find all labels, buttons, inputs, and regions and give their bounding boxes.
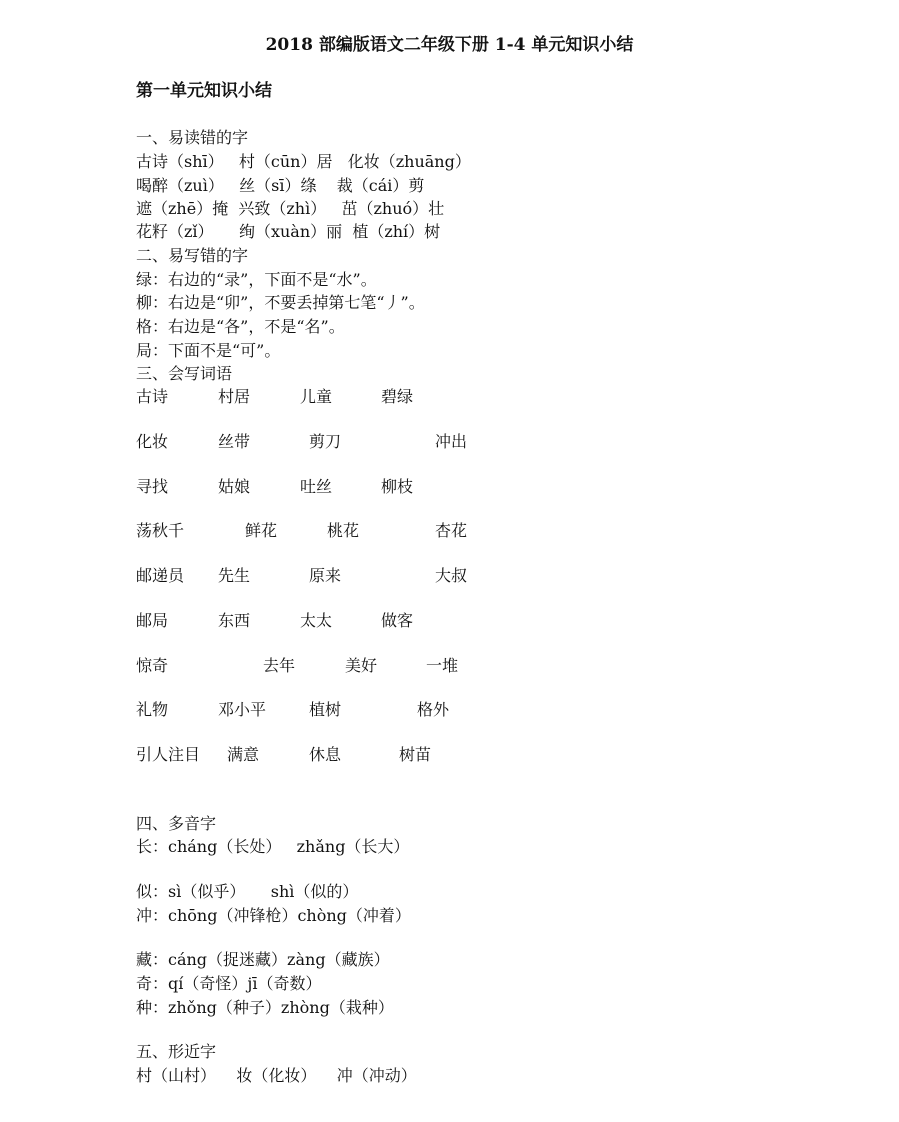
easy-write-line: 格：右边是“各”，不是“名”。	[136, 317, 345, 336]
document-title: 2018 部编版语文二年级下册 1-4 单元知识小结	[265, 35, 634, 55]
word: 柳枝	[381, 477, 414, 496]
polyphone-line: 冲：chōng（冲锋枪）chòng（冲着）	[136, 906, 411, 925]
word: 满意	[227, 745, 260, 764]
word: 一堆	[426, 656, 459, 675]
word: 原来	[309, 566, 342, 585]
section-heading-easy-read: 一、易读错的字	[136, 128, 249, 147]
word: 寻找	[136, 477, 169, 496]
polyphone-line: 长：cháng（长处） zhǎng（长大）	[136, 837, 410, 856]
word: 吐丝	[300, 477, 333, 496]
word: 邮递员	[136, 566, 185, 585]
word: 剪刀	[309, 432, 342, 451]
easy-write-line: 柳：右边是“卯”，不要丢掉第七笔“丿”。	[136, 293, 425, 312]
polyphone-line: 种：zhǒng（种子）zhòng（栽种）	[136, 998, 394, 1017]
easy-read-line: 遮（zhē）掩 兴致（zhì） 茁（zhuó）壮	[136, 199, 445, 218]
word: 美好	[345, 656, 378, 675]
word: 大叔	[435, 566, 468, 585]
section-heading-easy-write: 二、易写错的字	[136, 246, 249, 265]
section-heading-polyphones: 四、多音字	[136, 814, 217, 833]
word: 杏花	[435, 521, 468, 540]
word: 丝带	[218, 432, 251, 451]
word: 东西	[218, 611, 251, 630]
word: 村居	[218, 387, 251, 406]
word: 儿童	[300, 387, 333, 406]
word: 树苗	[399, 745, 432, 764]
word: 古诗	[136, 387, 169, 406]
word: 做客	[381, 611, 414, 630]
easy-write-line: 局：下面不是“可”。	[136, 341, 281, 360]
word: 姑娘	[218, 477, 251, 496]
word: 鲜花	[245, 521, 278, 540]
word: 植树	[309, 700, 342, 719]
polyphone-line: 奇：qí（奇怪）jī（奇数）	[136, 974, 322, 993]
section-heading-words: 三、会写词语	[136, 364, 233, 383]
word: 太太	[300, 611, 333, 630]
word: 先生	[218, 566, 251, 585]
word: 礼物	[136, 700, 169, 719]
word: 格外	[417, 700, 450, 719]
unit-heading: 第一单元知识小结	[136, 81, 272, 101]
easy-read-line: 喝醉（zuì） 丝（sī）绦 裁（cái）剪	[136, 176, 425, 195]
word: 邓小平	[218, 700, 267, 719]
word: 休息	[309, 745, 342, 764]
word: 惊奇	[136, 656, 169, 675]
word: 化妆	[136, 432, 169, 451]
word: 桃花	[327, 521, 360, 540]
polyphone-line: 藏：cáng（捉迷藏）zàng（藏族）	[136, 950, 390, 969]
word: 引人注目	[136, 745, 201, 764]
easy-read-line: 古诗（shī） 村（cūn）居 化妆（zhuāng）	[136, 152, 471, 171]
word: 冲出	[435, 432, 468, 451]
word: 去年	[263, 656, 296, 675]
polyphone-line: 似：sì（似乎） shì（似的）	[136, 882, 359, 901]
similar-chars-line: 村（山村） 妆（化妆） 冲（冲动）	[136, 1066, 417, 1085]
easy-write-line: 绿：右边的“录”，下面不是“水”。	[136, 270, 377, 289]
easy-read-line: 花籽（zǐ） 绚（xuàn）丽 植（zhí）树	[136, 222, 441, 241]
word: 碧绿	[381, 387, 414, 406]
word: 邮局	[136, 611, 169, 630]
word: 荡秋千	[136, 521, 185, 540]
section-heading-similar: 五、形近字	[136, 1042, 217, 1061]
